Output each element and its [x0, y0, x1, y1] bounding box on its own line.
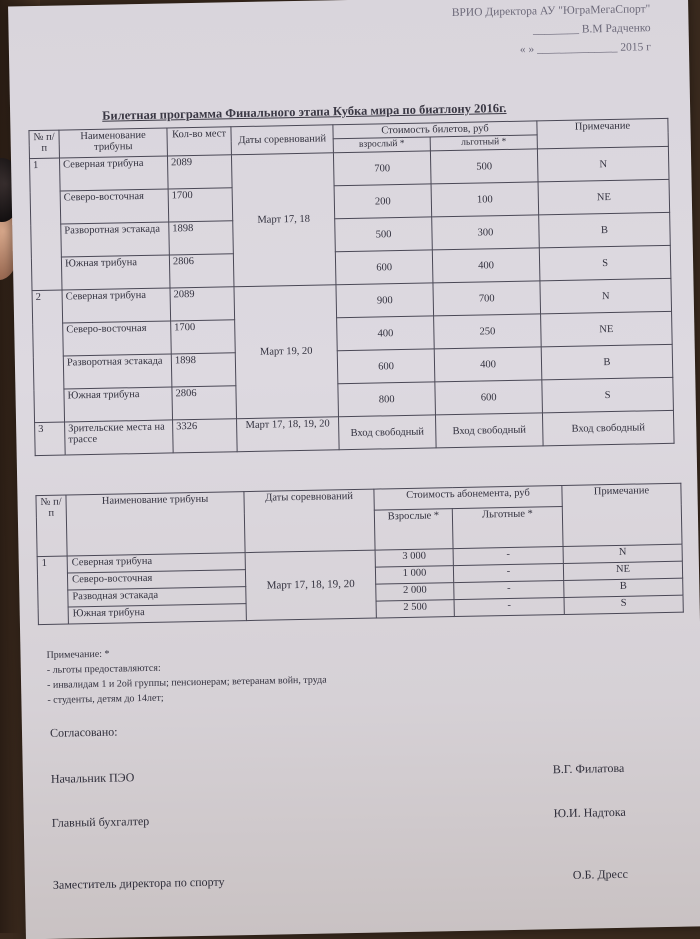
col-dates: Даты соревнований: [244, 489, 375, 552]
note-value: S: [539, 245, 671, 281]
header-line-3: « » ______________ 2015 г: [519, 41, 652, 56]
stand-name: Южная трибуна: [61, 255, 170, 290]
signer-name: В.Г. Филатова: [552, 760, 625, 777]
col-adult: взрослый *: [333, 137, 430, 153]
col-adult: Взрослые *: [374, 509, 453, 550]
stand-name: Северная трибуна: [67, 553, 245, 573]
price-adult: 900: [336, 283, 434, 318]
price-adult: 2 500: [376, 600, 454, 618]
col-dates: Даты соревнований: [231, 125, 334, 155]
footnote-line: - студенты, детям до 14лет;: [47, 692, 164, 706]
note-value: B: [564, 578, 683, 597]
stand-name: Зрительские места на трассе: [65, 420, 174, 455]
seat-count: 2806: [169, 254, 234, 288]
note-value: NE: [538, 179, 670, 215]
note-value: N: [563, 544, 682, 563]
col-num: № п/п: [36, 495, 67, 557]
col-note: Примечание: [562, 483, 682, 546]
note-value: NE: [541, 311, 673, 347]
price-adult: 2 000: [376, 583, 454, 601]
price-adult: 1 000: [375, 566, 453, 584]
footnotes: [46, 643, 327, 708]
signer-role: Заместитель директора по спорту: [52, 874, 225, 892]
note-value: S: [542, 377, 674, 413]
stand-name: Южная трибуна: [68, 604, 246, 624]
group-num: 2: [32, 290, 65, 423]
signer-role: Начальник ПЭО: [50, 770, 135, 786]
note-value: B: [539, 212, 671, 248]
competition-dates: Март 19, 20: [234, 285, 339, 419]
stand-name: Разводная эстакада: [68, 587, 246, 607]
signer-name: О.Б. Дресс: [572, 866, 628, 882]
signer-role: Главный бухгалтер: [51, 813, 150, 830]
col-count: Кол-во мест: [167, 127, 232, 156]
stand-name: Южная трибуна: [64, 387, 173, 422]
col-price: Стоимость абонемента, руб: [374, 485, 562, 510]
price-discount: 700: [433, 281, 541, 316]
price-adult: 700: [333, 151, 431, 186]
table-header-row: [36, 483, 681, 516]
price-discount: Вход свободный: [435, 413, 543, 448]
footnote-line: - инвалидам 1 и 2ой группы; пенсионерам; ветеранам войн, труда: [46, 674, 327, 691]
seat-count: 1700: [168, 188, 233, 222]
col-name: Наименование трибуны: [59, 128, 168, 158]
group-num: 1: [29, 158, 62, 291]
note-value: NE: [563, 561, 682, 580]
stand-name: Северная трибуна: [59, 156, 168, 191]
price-discount: 300: [432, 215, 540, 250]
header-line-1: ВРИО Директора АУ "ЮграМегаСпорт": [451, 3, 651, 20]
note-value: Вход свободный: [542, 410, 674, 446]
note-value: N: [537, 146, 669, 182]
footnote-title: Примечание: *: [46, 648, 110, 661]
price-discount: 100: [431, 182, 539, 217]
stand-name: Северо-восточная: [60, 189, 169, 224]
seat-count: 1700: [171, 320, 236, 354]
seat-count: 2089: [170, 287, 235, 321]
price-adult: 200: [334, 184, 432, 219]
col-discount: льготный *: [430, 135, 537, 151]
price-discount: -: [453, 546, 563, 565]
document-page: [8, 0, 700, 939]
document-title: Билетная программа Финального этапа Кубка мира по биатлону 2016г.: [102, 100, 507, 123]
price-adult: Вход свободный: [338, 415, 436, 450]
stand-name: Северная трибуна: [62, 288, 171, 323]
price-adult: 800: [338, 382, 436, 417]
seat-count: 3326: [173, 419, 238, 453]
price-adult: 500: [335, 217, 433, 252]
signer-name: Ю.И. Надтока: [553, 804, 626, 821]
seat-count: 2806: [172, 386, 237, 420]
seat-count: 2089: [167, 155, 232, 189]
price-adult: 600: [335, 250, 433, 285]
stand-name: Разворотная эстакада: [61, 222, 170, 257]
price-discount: 400: [432, 248, 540, 283]
subscription-table: [35, 483, 683, 625]
price-discount: -: [454, 597, 564, 616]
note-value: N: [540, 278, 672, 314]
price-discount: 500: [430, 149, 538, 184]
seat-count: 1898: [171, 353, 236, 387]
col-discount: Льготные *: [452, 506, 563, 548]
col-note: Примечание: [537, 118, 669, 149]
price-discount: 250: [434, 314, 542, 349]
price-discount: -: [454, 580, 564, 599]
price-discount: -: [453, 563, 563, 582]
note-value: B: [541, 344, 673, 380]
price-discount: 400: [434, 347, 542, 382]
col-name: Наименование трибуны: [66, 492, 245, 556]
approval-label: Согласовано:: [49, 724, 118, 740]
price-adult: 400: [337, 316, 435, 351]
ticket-table: [28, 118, 674, 456]
competition-dates: Март 17, 18: [231, 153, 336, 287]
stand-name: Разворотная эстакада: [63, 354, 172, 389]
col-num: № п/п: [29, 130, 60, 159]
col-price: Стоимость билетов, руб: [333, 121, 537, 139]
header-line-2: ________ В.М Радченко: [532, 22, 651, 37]
stand-name: Северо-восточная: [67, 570, 245, 590]
seat-count: 1898: [169, 221, 234, 255]
footnote-line: - льготы предоставляются:: [46, 662, 161, 676]
group-num: 3: [35, 422, 66, 456]
price-discount: 600: [435, 380, 543, 415]
price-adult: 600: [337, 349, 435, 384]
price-adult: 3 000: [375, 549, 453, 567]
group-num: 1: [37, 556, 68, 625]
approval-header: [452, 0, 652, 61]
competition-dates: Март 17, 18, 19, 20: [237, 417, 340, 452]
stand-name: Северо-восточная: [63, 321, 172, 356]
note-value: S: [564, 595, 683, 614]
competition-dates: Март 17, 18, 19, 20: [245, 550, 376, 620]
